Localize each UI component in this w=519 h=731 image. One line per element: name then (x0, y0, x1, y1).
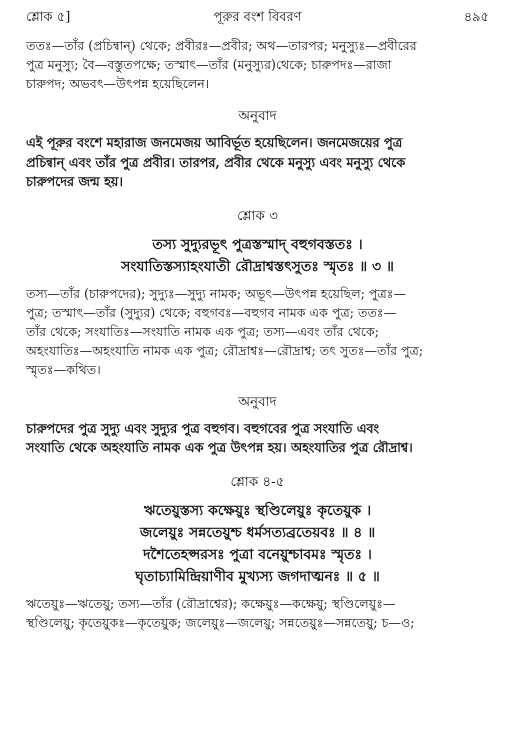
synonyms-line: ততঃ—তাঁর (প্রচিন্বান্) থেকে; প্রবীরঃ—প্রবীর; অথ—তারপর; মনুস্যুঃ—প্রবীরের (26, 38, 417, 53)
synonyms-line: ঋতেয়ুঃ—ঋতেয়ু; তস্য—তাঁর (রৌদ্রাশ্বের); কক্ষেয়ুঃ—কক্ষেয়ু; স্থণ্ডিলেয়ুঃ— (26, 595, 396, 611)
synonyms-block (26, 284, 489, 379)
synonyms-line: তস্য—তাঁর (চারুপদের); সুদ্যুঃ—সুদ্যু নামক; অভূৎ—উৎপন্ন হয়েছিল; পুত্রঃ— (26, 285, 407, 301)
synonyms-block (26, 36, 489, 93)
translation-line: প্রচিন্বান্ এবং তাঁর পুত্র প্রবীর। তারপর, প্রবীর থেকে মনুস্যু এবং মনুস্যু থেকে (26, 155, 406, 171)
translation-block (26, 420, 489, 459)
synonyms-line: চারুপদ; অভবৎ—উৎপন্ন হয়েছিলেন। (26, 76, 210, 91)
verse-line: ঘৃতাচ্যামিন্দ্রিয়াণীব মুখ্যস্য জগদাত্মনঃ ॥ ৫ ॥ (135, 568, 380, 585)
translation-line: চারুপদের পুত্র সুদ্যু এবং সুদ্যুর পুত্র বহুগব। বহুগবের পুত্র সংযাতি এবং (26, 421, 380, 437)
page-header (26, 8, 489, 30)
verse-block (26, 234, 489, 278)
translation-line: চারুপদের জন্ম হয়। (26, 175, 123, 190)
translation-heading: অনুবাদ (238, 108, 277, 124)
verse-heading: শ্লোক ৩ (237, 207, 278, 224)
synonyms-block (26, 594, 489, 632)
verse-heading: শ্লোক ৪-৫ (230, 473, 285, 490)
translation-line: এই পূরুর বংশে মহারাজ জনমেজয় আবির্ভূত হয়েছিলেন। জনমেজয়ের পুত্র (26, 136, 403, 151)
chapter-title: পূরুর বংশ বিবরণ (213, 10, 302, 25)
translation-line: সংযাতি থেকে অহংযাতি নামক এক পুত্র উৎপন্ন হয়। অহংযাতির পুত্র রৌদ্রাশ্ব। (26, 441, 413, 456)
verse-block (26, 500, 489, 588)
translation-block (26, 134, 489, 193)
verse-line: সংযাতিস্তস্যাহংযাতী রৌদ্রাশ্বস্তৎসুতঃ স্মৃতঃ ॥ ৩ ॥ (121, 258, 394, 275)
synonyms-line: পুত্র মনুস্যু; বৈ—বস্তুতপক্ষে; তস্মাৎ—তাঁর (মনুস্যুর)থেকে; চারুপদঃ—রাজা (26, 57, 392, 72)
verse-line: তস্য সুদ্যুরভূৎ পুত্রস্তস্মাদ্ বহুগবস্ততঃ । (152, 236, 363, 253)
verse-line: জলেয়ুঃ সন্নতেয়ুশ্চ ধর্মসত্যব্রতেয়বঃ ॥ ৪ ॥ (139, 524, 376, 541)
page-number: ৪৯৫ (463, 10, 489, 25)
verse-line: দশৈতেহপ্সরসঃ পুত্রা বনেয়ুশ্চাবমঃ স্মৃতঃ । (143, 546, 372, 563)
synonyms-line: পুত্র; তস্মাৎ—তাঁর (সুদ্যুর) থেকে; বহুগবঃ—বহুগব নামক এক পুত্র; ততঃ— (26, 304, 397, 320)
synonyms-line: স্থণ্ডিলেয়ু; কৃতেয়ুকঃ—কৃতেয়ুক; জলেয়ুঃ—জলেয়ু; সন্নতেয়ুঃ—সন্নতেয়ু; চ—ও; (26, 614, 415, 630)
synonyms-line: অহংযাতিঃ—অহংযাতি নামক এক পুত্র; রৌদ্রাশ্বঃ—রৌদ্রাশ্ব; তৎ সুতঃ—তাঁর পুত্র; (26, 342, 424, 358)
verse-line: ঋতেয়ুস্তস্য কক্ষেয়ুঃ স্থণ্ডিলেয়ুঃ কৃতেয়ুক । (143, 502, 372, 519)
translation-heading: অনুবাদ (238, 393, 277, 410)
page-content (26, 36, 489, 632)
synonyms-line: তাঁর থেকে; সংযাতিঃ—সংযাতি নামক এক পুত্র; তস্য—এবং তাঁর থেকে; (26, 323, 379, 339)
synonyms-line: স্মৃতঃ—কথিত। (26, 361, 101, 377)
verse-reference: শ্লোক ৫] (26, 10, 71, 25)
